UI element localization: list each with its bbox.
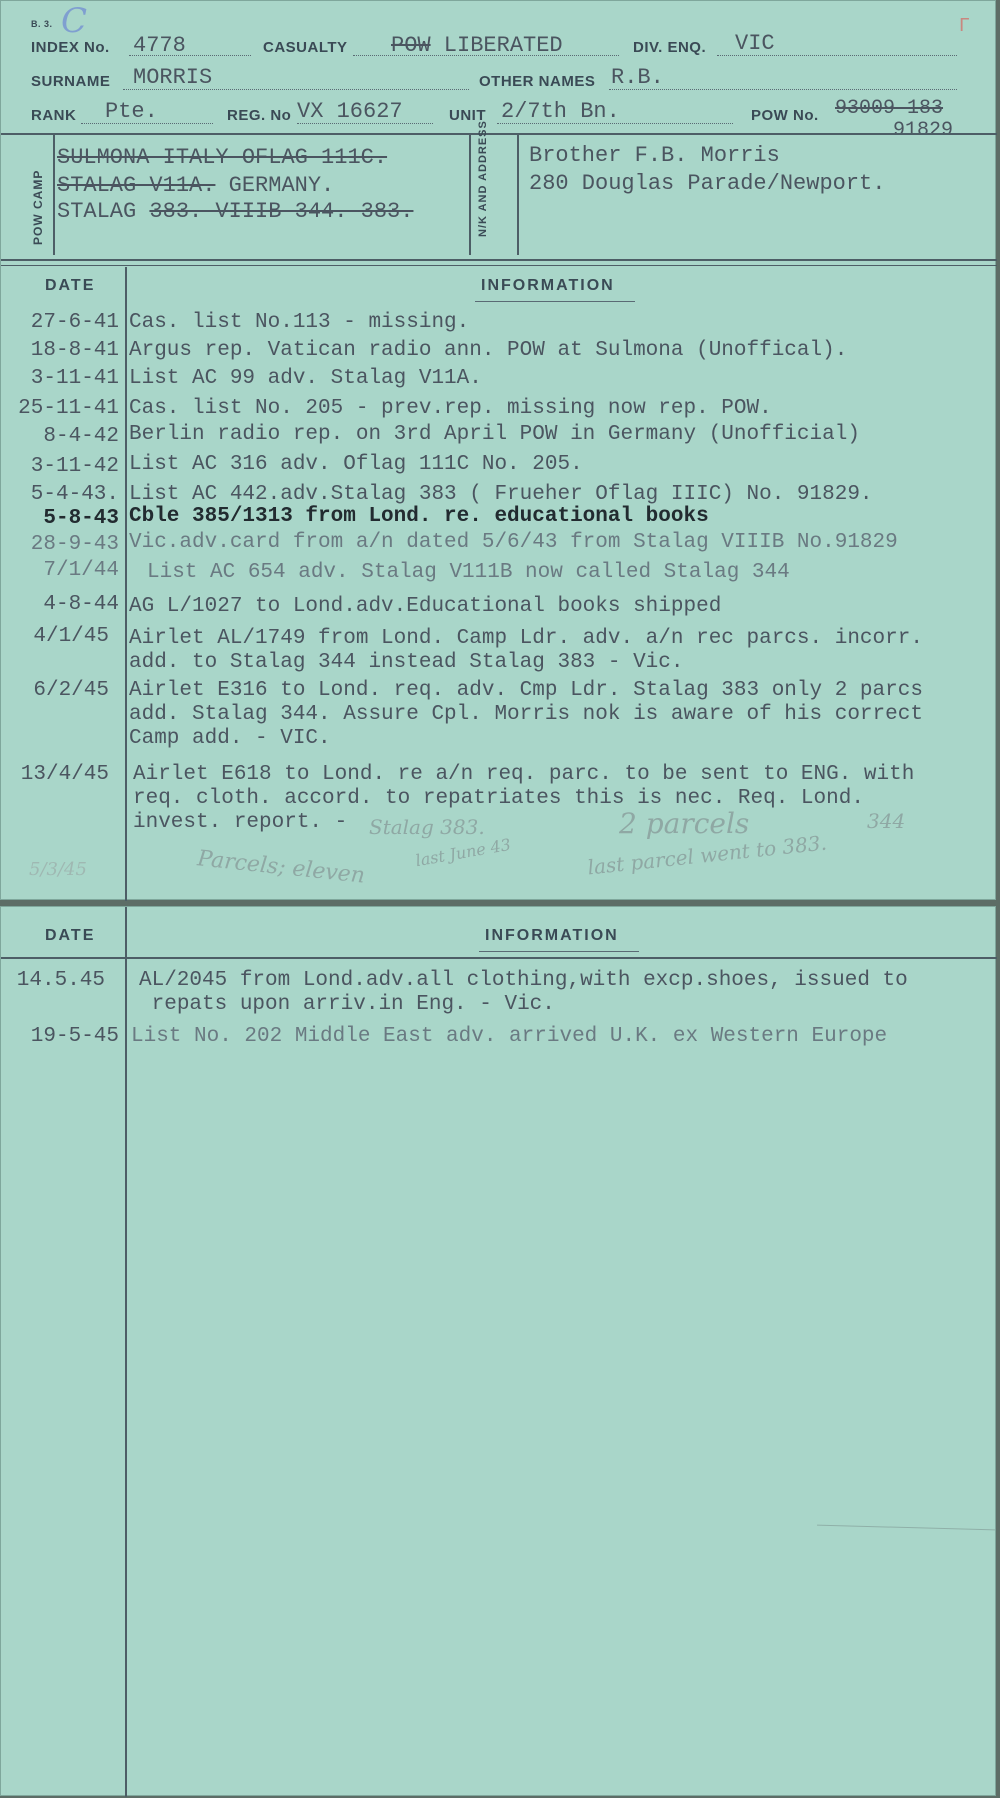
entry-date: 13/4/45 xyxy=(20,763,109,786)
pencil-note-date: 5/3/45 xyxy=(29,859,87,880)
entry-date: 4/1/45 xyxy=(33,625,109,648)
entry-date: 25-11-41 xyxy=(18,397,119,420)
rank-label: RANK xyxy=(31,107,77,124)
entry-text: List AC 99 adv. Stalag V11A. xyxy=(129,367,482,390)
entry-text: List AC 654 adv. Stalag V111B now called Stalag 344 xyxy=(147,561,790,584)
entry-date: 8-4-42 xyxy=(43,425,119,448)
nk-address-label: N/K AND ADDRESS xyxy=(477,120,489,237)
unit-label: UNIT xyxy=(449,107,486,124)
entry-date: 5-4-43. xyxy=(30,483,119,506)
entry-text: List AC 316 adv. Oflag 111C No. 205. xyxy=(129,453,583,476)
pow-no-label: POW No. xyxy=(751,107,819,124)
index-label: INDEX No. xyxy=(31,39,110,56)
camp-line-3: STALAG 383. VIIIB 344. 383. xyxy=(57,199,414,224)
surname-value: MORRIS xyxy=(133,65,213,90)
entry-text: Vic.adv.card from a/n dated 5/6/43 from Stalag VIIIB No.91829 xyxy=(129,531,898,554)
red-mark: ᒥ xyxy=(959,15,970,36)
entry-date: 4-8-44 xyxy=(43,593,119,616)
record-card-front xyxy=(0,0,996,900)
entry-date: 7/1/44 xyxy=(43,559,119,582)
entry-date: 14.5.45 xyxy=(16,969,105,992)
pencil-note-parcels: Parcels; eleven xyxy=(196,846,367,889)
casualty-label: CASUALTY xyxy=(263,39,348,56)
entry-date: 27-6-41 xyxy=(30,311,119,334)
pow-camp-label: POW CAMP xyxy=(31,169,45,245)
entry-text: AL/2045 from Lond.adv.all clothing,with excp.shoes, issued to repats upon arriv.in Eng. - Vic. xyxy=(139,969,908,1016)
entry-text: Airlet AL/1749 from Lond. Camp Ldr. adv. a/n rec parcs. incorr. add. to Stalag 344 instead Stalag 383 - Vic. xyxy=(129,627,923,674)
entry-date: 28-9-43 xyxy=(30,533,119,556)
entry-text: Airlet E618 to Lond. re a/n req. parc. to be sent to ENG. with req. cloth. accord. to repatriates this is nec. Req. Lond. invest. report. - xyxy=(133,763,915,834)
nk-line-2: 280 Douglas Parade/Newport. xyxy=(529,171,886,196)
information-column-header: INFORMATION xyxy=(481,277,615,294)
other-names-label: OTHER NAMES xyxy=(479,73,596,90)
camp-line-1: SULMONA-ITALY-OFLAG 111C. xyxy=(57,145,388,170)
entry-date: 18-8-41 xyxy=(30,339,119,362)
entry-text: Berlin radio rep. on 3rd April POW in Germany (Unofficial) xyxy=(129,423,860,446)
date-column-header: DATE xyxy=(45,927,96,944)
entry-text: List AC 442.adv.Stalag 383 ( Frueher Oflag IIIC) No. 91829. xyxy=(129,483,873,506)
entry-text: Cas. list No. 205 - prev.rep. missing now rep. POW. xyxy=(129,397,772,420)
pencil-note-last-parcel: last parcel went to 383. xyxy=(586,830,828,880)
div-enq-value: VIC xyxy=(735,31,775,56)
pencil-note-last-june: last June 43 xyxy=(414,834,513,871)
entry-text: Cas. list No.113 - missing. xyxy=(129,311,470,334)
nk-line-1: Brother F.B. Morris xyxy=(529,143,780,168)
unit-value: 2/7th Bn. xyxy=(501,99,620,124)
faint-mark xyxy=(817,1525,995,1531)
reg-no-label: REG. No xyxy=(227,107,292,124)
entry-date: 3-11-41 xyxy=(30,367,119,390)
entry-text: List No. 202 Middle East adv. arrived U.K. ex Western Europe xyxy=(131,1025,888,1048)
date-column-header: DATE xyxy=(45,277,96,294)
entry-date: 19-5-45 xyxy=(30,1025,119,1048)
handwritten-mark: C xyxy=(61,1,88,41)
rank-value: Pte. xyxy=(105,99,158,124)
pencil-note-stalag: Stalag 383. xyxy=(369,815,485,839)
pencil-note-two-parcels: 2 parcels xyxy=(619,807,750,840)
div-enq-label: DIV. ENQ. xyxy=(633,39,707,56)
entry-date: 3-11-42 xyxy=(30,455,119,478)
entry-text: AG L/1027 to Lond.adv.Educational books shipped xyxy=(129,595,722,618)
entry-text: Airlet E316 to Lond. req. adv. Cmp Ldr. Stalag 383 only 2 parcs add. Stalag 344. Assure Cpl. Morris nok is aware of his correct Camp add. - VIC. xyxy=(129,679,923,750)
index-value: 4778 xyxy=(133,33,186,58)
pow-no-value: 91829 xyxy=(893,119,954,142)
entry-date: 5-8-43 xyxy=(43,507,119,530)
pow-no-struck: 93009 183 xyxy=(835,97,944,120)
card-reference: B. 3. xyxy=(31,19,53,29)
pencil-note-344: 344 xyxy=(867,809,906,833)
information-column-header: INFORMATION xyxy=(485,927,619,944)
surname-label: SURNAME xyxy=(31,73,111,90)
entry-text: Cble 385/1313 from Lond. re. educational books xyxy=(129,505,709,528)
entry-date: 6/2/45 xyxy=(33,679,109,702)
entry-text: Argus rep. Vatican radio ann. POW at Sulmona (Unoffical). xyxy=(129,339,848,362)
casualty-value: POW LIBERATED xyxy=(391,33,563,58)
record-card-back xyxy=(0,906,996,1796)
other-names-value: R.B. xyxy=(611,65,664,90)
reg-no-value: VX 16627 xyxy=(297,99,403,124)
camp-line-2: STALAG V11A. GERMANY. xyxy=(57,173,335,198)
